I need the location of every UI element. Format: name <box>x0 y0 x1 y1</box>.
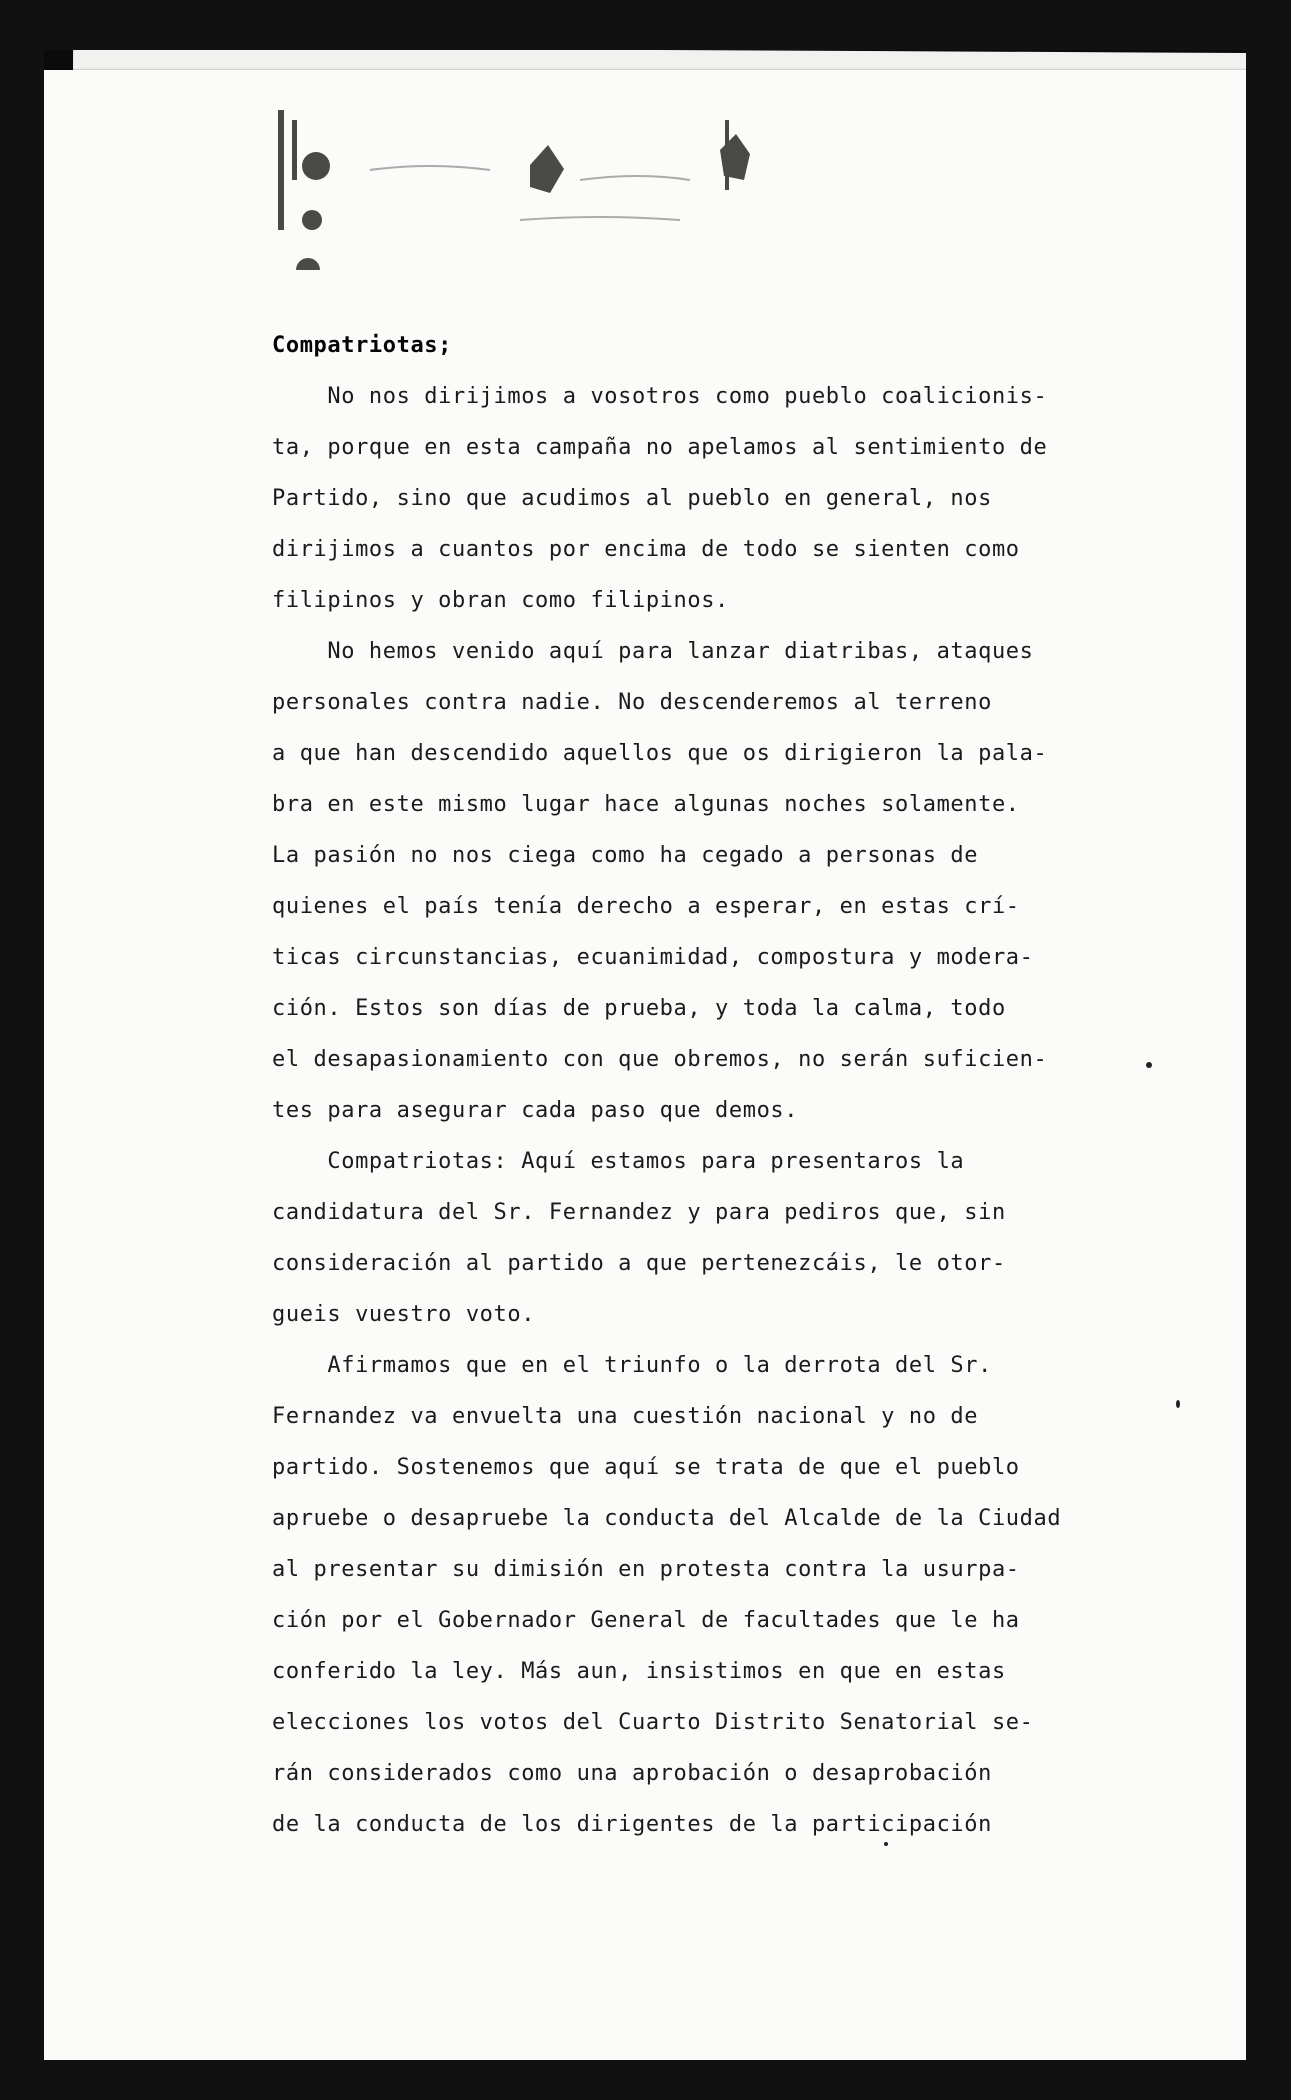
text-line: al presentar su dimisión en protesta contra la usurpa- <box>272 1557 1020 1582</box>
text-line: gueis vuestro voto. <box>272 1302 536 1327</box>
right-edge-shadow <box>1246 0 1291 2100</box>
text-line: ticas circunstancias, ecuanimidad, compostura y modera- <box>272 945 1034 970</box>
text-line: Afirmamos que en el triunfo o la derrota del Sr. <box>272 1353 992 1378</box>
text-line: Partido, sino que acudimos al pueblo en general, nos <box>272 486 992 511</box>
typed-letter-body <box>272 320 1132 1850</box>
text-line: ción por el Gobernador General de facultades que le ha <box>272 1608 1020 1633</box>
text-line: filipinos y obran como filipinos. <box>272 588 729 613</box>
ink-speck <box>1146 1062 1152 1068</box>
text-line: ción. Estos son días de prueba, y toda la calma, todo <box>272 996 1006 1021</box>
text-line: el desapasionamiento con que obremos, no serán suficien- <box>272 1047 1048 1072</box>
text-line: ta, porque en esta campaña no apelamos al sentimiento de <box>272 435 1048 460</box>
left-edge-shadow <box>0 0 44 2100</box>
text-line: conferido la ley. Más aun, insistimos en que en estas <box>272 1659 1006 1684</box>
text-line: La pasión no nos ciega como ha cegado a personas de <box>272 843 979 868</box>
text-line: No hemos venido aquí para lanzar diatribas, ataques <box>272 639 1034 664</box>
text-line: quienes el país tenía derecho a esperar, en estas crí- <box>272 894 1020 919</box>
bottom-edge-shadow <box>0 2060 1291 2100</box>
text-line: bra en este mismo lugar hace algunas noches solamente. <box>272 792 1020 817</box>
text-line: Compatriotas: Aquí estamos para presentaros la <box>272 1149 965 1174</box>
ink-speck <box>1176 1400 1180 1408</box>
text-line: Fernandez va envuelta una cuestión nacional y no de <box>272 1404 979 1429</box>
text-line: dirijimos a cuantos por encima de todo se sienten como <box>272 537 1020 562</box>
text-line: partido. Sostenemos que aquí se trata de que el pueblo <box>272 1455 1020 1480</box>
text-line: de la conducta de los dirigentes de la participación <box>272 1812 992 1837</box>
top-edge-shadow <box>0 0 1291 50</box>
text-line: a que han descendido aquellos que os dirigieron la pala- <box>272 741 1048 766</box>
text-line: personales contra nadie. No descenderemos al terreno <box>272 690 992 715</box>
text-line: No nos dirijimos a vosotros como pueblo coalicionis- <box>272 384 1048 409</box>
text-line: candidatura del Sr. Fernandez y para pediros que, sin <box>272 1200 1006 1225</box>
text-line: consideración al partido a que pertenezcáis, le otor- <box>272 1251 1006 1276</box>
text-line: apruebe o desapruebe la conducta del Alcalde de la Ciudad <box>272 1506 1062 1531</box>
faded-stamp-icon <box>220 70 840 270</box>
text-line: Compatriotas; <box>272 333 452 358</box>
text-line: tes para asegurar cada paso que demos. <box>272 1098 799 1123</box>
text-line: rán considerados como una aprobación o desaprobación <box>272 1761 992 1786</box>
text-line: elecciones los votos del Cuarto Distrito Senatorial se- <box>272 1710 1034 1735</box>
